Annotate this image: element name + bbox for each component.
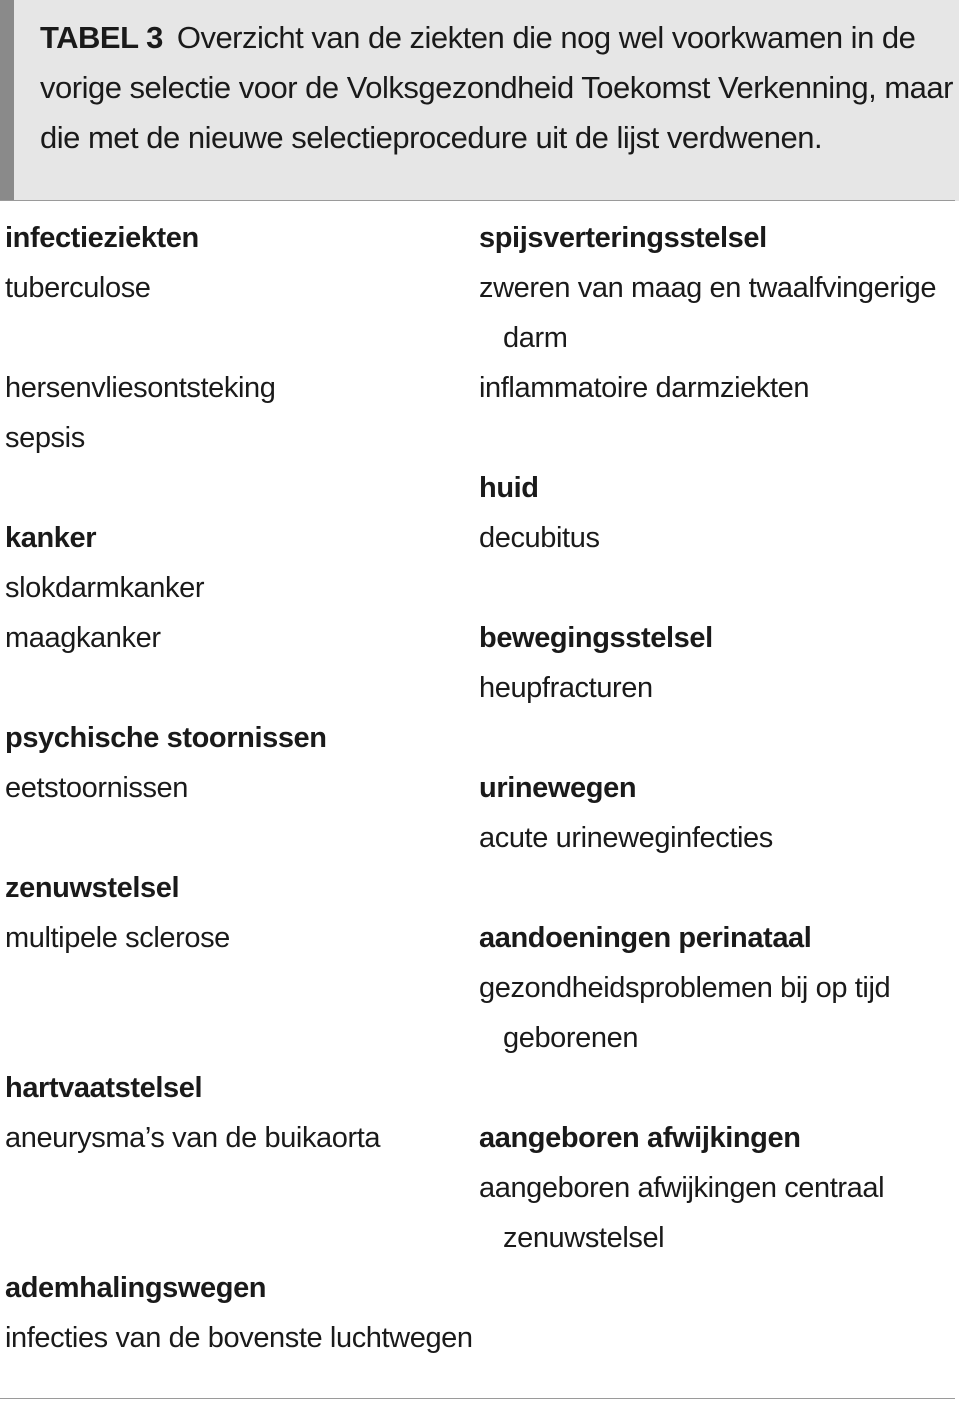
spacer-line (479, 863, 949, 913)
table-label: TABEL 3 (40, 20, 163, 55)
category-heading: bewegingsstelsel (479, 622, 713, 654)
disease-item: sepsis (5, 422, 85, 454)
category-heading: ademhalingswegen (5, 1272, 267, 1304)
disease-item: zweren van maag en twaalfvingerige (479, 272, 937, 304)
category-heading: aangeboren afwijkingen (479, 1122, 801, 1154)
bottom-divider (0, 1398, 955, 1399)
spacer-line (5, 813, 475, 863)
disease-item-continuation: zenuwstelsel (503, 1222, 665, 1254)
spacer-line (479, 563, 949, 613)
category-heading: spijsverteringsstelsel (479, 222, 767, 254)
disease-item: slokdarmkanker (5, 572, 205, 604)
category-heading: psychische stoornissen (5, 722, 327, 754)
spacer-line (5, 463, 475, 513)
disease-item-continuation: darm (503, 322, 568, 354)
top-divider (0, 200, 955, 201)
spacer-line (5, 963, 475, 1013)
category-heading: aandoeningen perinataal (479, 922, 812, 954)
disease-item: acute urineweginfecties (479, 822, 773, 854)
category-heading: urinewegen (479, 772, 637, 804)
spacer-line (5, 313, 475, 363)
caption-description: Overzicht van de ziekten die nog wel voorkwamen in de vorige selectie voor de Volksgezondheid Toekomst Verkenning, maar die met de nieuwe selectieprocedure uit de lijst verdwenen. (40, 20, 953, 155)
disease-item: hersenvliesontsteking (5, 372, 276, 404)
category-heading: huid (479, 472, 539, 504)
disease-item: aangeboren afwijkingen centraal (479, 1172, 885, 1204)
disease-item: tuberculose (5, 272, 151, 304)
spacer-line (5, 1013, 475, 1063)
category-heading: kanker (5, 522, 97, 554)
table-caption (40, 13, 955, 163)
disease-item: gezondheidsproblemen bij op tijd (479, 972, 891, 1004)
disease-item: heupfracturen (479, 672, 653, 704)
disease-item: infecties van de bovenste luchtwegen (5, 1322, 473, 1354)
category-heading: infectieziekten (5, 222, 199, 254)
spacer-line (479, 713, 949, 763)
disease-item: decubitus (479, 522, 600, 554)
disease-item: maagkanker (5, 622, 161, 654)
spacer-line (5, 1213, 475, 1263)
category-heading: zenuwstelsel (5, 872, 180, 904)
disease-item: eetstoornissen (5, 772, 189, 804)
disease-item-continuation: geborenen (503, 1022, 639, 1054)
disease-item: multipele sclerose (5, 922, 230, 954)
right-column (479, 213, 949, 1263)
spacer-line (479, 413, 949, 463)
disease-item: aneurysma’s van de buikaorta (5, 1122, 381, 1154)
category-heading: hartvaatstelsel (5, 1072, 203, 1104)
table-caption-box (0, 0, 959, 201)
spacer-line (479, 1063, 949, 1113)
spacer-line (5, 663, 475, 713)
spacer-line (5, 1163, 475, 1213)
disease-item: inflammatoire darmziekten (479, 372, 810, 404)
left-column (5, 213, 475, 1363)
